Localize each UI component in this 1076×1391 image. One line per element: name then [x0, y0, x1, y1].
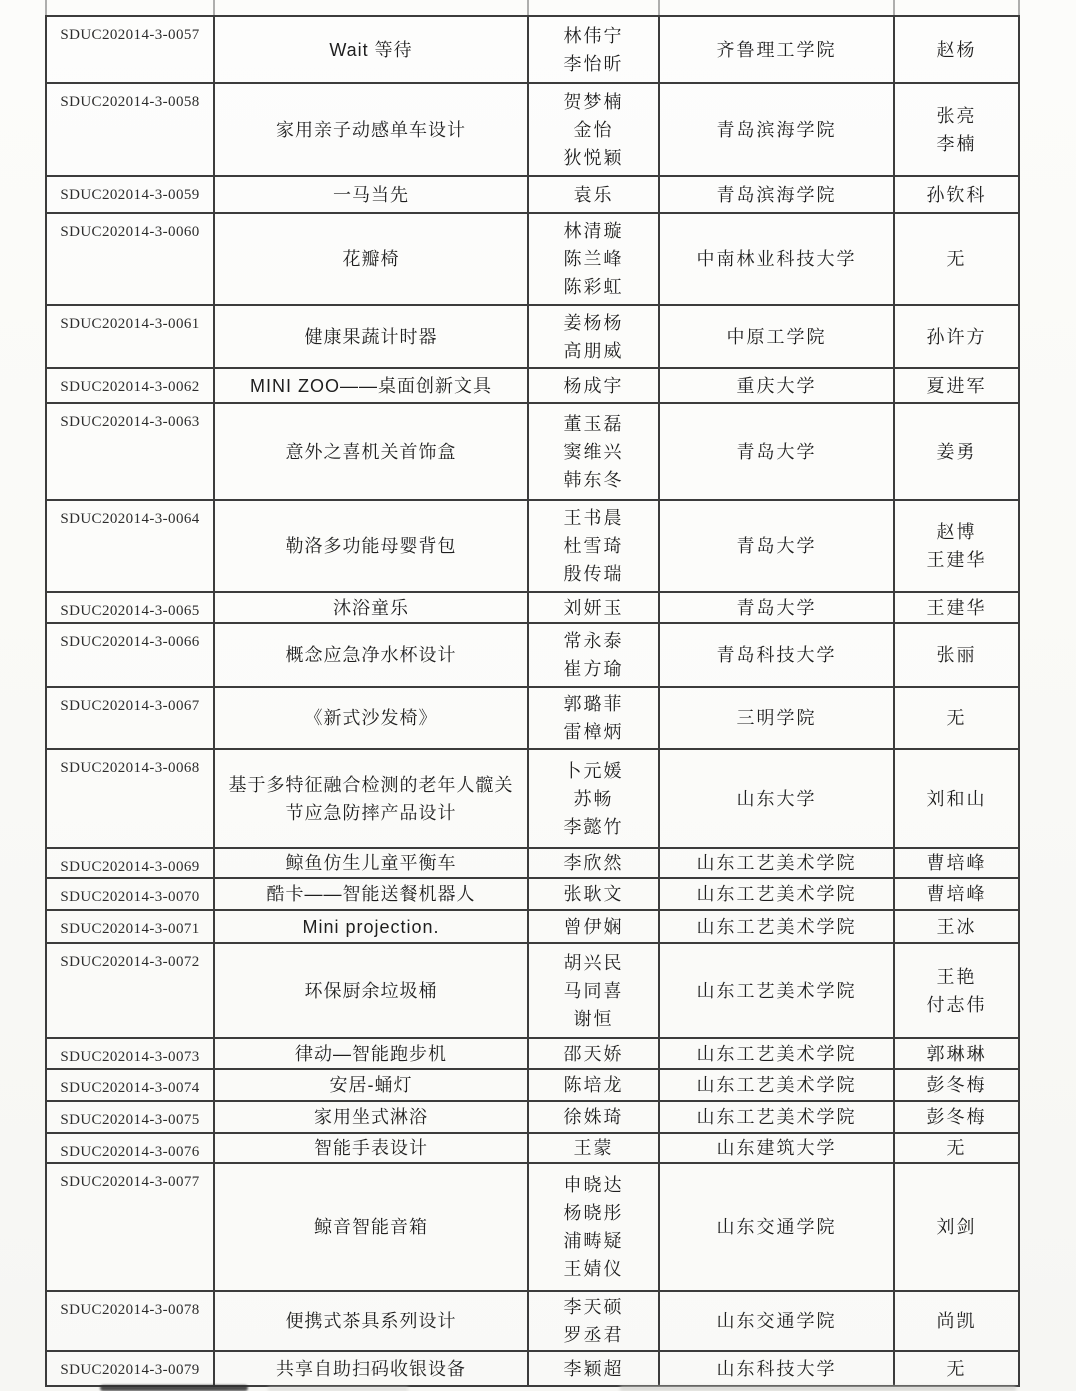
member-name: 王婧仪	[563, 1259, 624, 1279]
project-title: Mini projection.	[302, 916, 440, 937]
table-row	[47, 591, 1018, 622]
table-edge-stub	[658, 0, 660, 15]
project-title: 智能手表设计	[314, 1138, 428, 1158]
school-cell	[660, 1102, 895, 1132]
entry-id-cell	[47, 1352, 215, 1385]
school-name: 山东交通学院	[716, 1217, 837, 1237]
advisor-name: 无	[946, 708, 967, 728]
entry-id: SDUC202014-3-0073	[60, 1049, 200, 1065]
member-name: 袁乐	[573, 184, 614, 205]
advisor-name: 夏进军	[926, 375, 987, 396]
entry-id: SDUC202014-3-0072	[60, 954, 200, 970]
entry-id: SDUC202014-3-0077	[60, 1174, 200, 1190]
entry-id-cell	[47, 214, 215, 304]
entry-id-cell	[47, 1292, 215, 1350]
entry-id-cell	[47, 750, 215, 847]
table-row	[47, 1068, 1018, 1100]
advisor-name: 赵杨	[936, 39, 977, 60]
member-name: 刘妍玉	[563, 597, 624, 618]
member-name: 王书晨	[563, 508, 624, 528]
table-row	[47, 622, 1018, 686]
project-title-cell	[215, 750, 529, 847]
project-title: 环保厨余垃圾桶	[304, 980, 438, 1001]
entry-id-cell	[47, 879, 215, 909]
members-cell	[529, 306, 660, 367]
entry-id-cell	[47, 688, 215, 748]
advisor-name: 王建华	[926, 550, 987, 570]
entry-id-cell	[47, 849, 215, 877]
advisor-name: 张丽	[936, 645, 977, 665]
members-cell	[529, 879, 660, 909]
project-title: 家用亲子动感单车设计	[276, 119, 466, 140]
members-cell	[529, 1292, 660, 1350]
school-cell	[660, 17, 895, 82]
advisor-name: 曹培峰	[926, 884, 987, 904]
entry-id: SDUC202014-3-0071	[60, 921, 200, 937]
school-cell	[660, 688, 895, 748]
member-name: 卜元媛	[563, 760, 624, 781]
school-name: 山东工艺美术学院	[696, 1075, 857, 1095]
advisor-cell	[895, 17, 1018, 82]
entry-id: SDUC202014-3-0074	[60, 1080, 200, 1096]
advisor-cell	[895, 501, 1018, 591]
member-name: 狄悦颖	[563, 147, 624, 168]
member-name: 杨成宇	[563, 375, 624, 396]
school-name: 山东交通学院	[716, 1311, 837, 1331]
project-title-cell	[215, 1164, 529, 1290]
project-title: 一马当先	[333, 184, 409, 205]
table-row	[47, 304, 1018, 367]
advisor-cell	[895, 849, 1018, 877]
project-title: Wait 等待	[329, 39, 413, 60]
members-cell	[529, 593, 660, 622]
project-title-cell	[215, 849, 529, 877]
member-name: 崔方瑜	[563, 659, 624, 679]
school-name: 青岛滨海学院	[716, 119, 837, 140]
entry-id: SDUC202014-3-0070	[60, 889, 200, 905]
member-name: 张耿文	[563, 884, 624, 904]
school-cell	[660, 1292, 895, 1350]
table-row	[47, 1350, 1018, 1385]
advisor-cell	[895, 1039, 1018, 1068]
advisor-name: 无	[946, 1358, 967, 1379]
table-edge-stub	[1018, 0, 1020, 15]
advisor-name: 李楠	[936, 133, 977, 154]
cropped-next-row-smudge	[620, 1386, 1016, 1391]
members-cell	[529, 944, 660, 1037]
school-name: 山东工艺美术学院	[696, 884, 857, 904]
school-name: 青岛大学	[736, 536, 817, 556]
members-cell	[529, 84, 660, 175]
entry-id: SDUC202014-3-0065	[60, 603, 200, 619]
school-name: 山东工艺美术学院	[696, 853, 857, 873]
advisor-cell	[895, 1352, 1018, 1385]
school-cell	[660, 849, 895, 877]
project-title: 律动—智能跑步机	[295, 1043, 447, 1064]
entry-id: SDUC202014-3-0063	[60, 414, 200, 430]
project-title: 酷卡——智能送餐机器人	[266, 884, 476, 904]
entry-id-cell	[47, 501, 215, 591]
school-cell	[660, 750, 895, 847]
school-cell	[660, 879, 895, 909]
advisor-name: 孙钦科	[926, 184, 987, 205]
entry-id: SDUC202014-3-0066	[60, 634, 200, 650]
advisor-cell	[895, 688, 1018, 748]
entry-id: SDUC202014-3-0064	[60, 511, 200, 527]
advisor-cell	[895, 306, 1018, 367]
members-cell	[529, 404, 660, 499]
advisor-name: 张亮	[936, 105, 977, 126]
project-title-cell	[215, 944, 529, 1037]
entry-id: SDUC202014-3-0062	[60, 379, 200, 395]
advisor-name: 郭琳琳	[926, 1043, 987, 1064]
school-name: 三明学院	[736, 708, 817, 728]
school-cell	[660, 501, 895, 591]
member-name: 李懿竹	[563, 816, 624, 837]
table-row	[47, 847, 1018, 877]
member-name: 谢恒	[573, 1008, 614, 1029]
table-row	[47, 175, 1018, 212]
table-edge-stub	[213, 0, 215, 15]
table-row	[47, 877, 1018, 909]
entry-id-cell	[47, 404, 215, 499]
advisor-cell	[895, 944, 1018, 1037]
project-title: 勒洛多功能母婴背包	[285, 536, 457, 556]
project-title-cell	[215, 1134, 529, 1162]
table-row	[47, 1162, 1018, 1290]
school-name: 青岛滨海学院	[716, 184, 837, 205]
member-name: 雷樟炳	[563, 722, 624, 742]
school-cell	[660, 1039, 895, 1068]
project-title-cell	[215, 404, 529, 499]
table-row	[47, 942, 1018, 1037]
project-title: 安居-蛹灯	[329, 1075, 413, 1095]
project-title-cell	[215, 214, 529, 304]
member-name: 胡兴民	[563, 952, 624, 973]
entry-id: SDUC202014-3-0079	[60, 1362, 200, 1378]
school-name: 青岛大学	[736, 597, 817, 618]
project-title: 花瓣椅	[342, 249, 400, 269]
members-cell	[529, 369, 660, 402]
advisor-name: 刘和山	[926, 788, 987, 809]
member-name: 郭璐菲	[563, 694, 624, 714]
member-name: 林伟宁	[563, 25, 624, 46]
table-row	[47, 909, 1018, 942]
members-cell	[529, 1134, 660, 1162]
school-name: 山东工艺美术学院	[696, 980, 857, 1001]
advisor-cell	[895, 404, 1018, 499]
member-name: 申晓达	[563, 1175, 624, 1195]
members-cell	[529, 501, 660, 591]
project-title: 概念应急净水杯设计	[285, 645, 457, 665]
entry-id-cell	[47, 306, 215, 367]
entry-id: SDUC202014-3-0075	[60, 1112, 200, 1128]
project-title: 健康果蔬计时器	[304, 326, 438, 347]
members-cell	[529, 688, 660, 748]
member-name: 曾伊娴	[563, 916, 624, 937]
members-cell	[529, 1102, 660, 1132]
members-cell	[529, 1039, 660, 1068]
members-cell	[529, 17, 660, 82]
table-row	[47, 17, 1018, 82]
school-name: 山东建筑大学	[716, 1138, 837, 1158]
project-title-cell	[215, 1102, 529, 1132]
table-edge-stub	[527, 0, 529, 15]
advisor-cell	[895, 1134, 1018, 1162]
member-name: 杜雪琦	[563, 536, 624, 556]
advisor-name: 无	[946, 249, 967, 269]
entry-id-cell	[47, 1164, 215, 1290]
entry-id: SDUC202014-3-0069	[60, 859, 200, 875]
table-row	[47, 82, 1018, 175]
entry-id-cell	[47, 1070, 215, 1100]
school-cell	[660, 214, 895, 304]
entry-id: SDUC202014-3-0061	[60, 316, 200, 332]
project-title: 便携式茶具系列设计	[285, 1311, 457, 1331]
entry-id-cell	[47, 624, 215, 686]
entry-id: SDUC202014-3-0067	[60, 698, 200, 714]
table-row	[47, 748, 1018, 847]
advisor-name: 王冰	[936, 916, 977, 937]
entry-id-cell	[47, 84, 215, 175]
table-row	[47, 686, 1018, 748]
project-title-cell	[215, 911, 529, 942]
table-edge-stub	[893, 0, 895, 15]
project-title: 鲸鱼仿生儿童平衡车	[285, 853, 457, 873]
project-title-cell	[215, 84, 529, 175]
school-name: 齐鲁理工学院	[716, 39, 837, 60]
school-name: 青岛科技大学	[716, 645, 837, 665]
table-row	[47, 402, 1018, 499]
school-cell	[660, 1352, 895, 1385]
project-title-cell	[215, 1352, 529, 1385]
entry-id-cell	[47, 911, 215, 942]
project-title-cell	[215, 17, 529, 82]
school-name: 山东工艺美术学院	[696, 916, 857, 937]
member-name: 韩东冬	[563, 469, 624, 490]
member-name: 徐姝琦	[563, 1107, 624, 1127]
table-row	[47, 367, 1018, 402]
advisor-cell	[895, 593, 1018, 622]
member-name: 罗丞君	[563, 1325, 624, 1345]
member-name: 杨晓彤	[563, 1203, 624, 1223]
school-name: 青岛大学	[736, 441, 817, 462]
advisor-name: 王建华	[926, 597, 987, 618]
entry-id: SDUC202014-3-0068	[60, 760, 200, 776]
entry-id: SDUC202014-3-0057	[60, 27, 200, 43]
table-row	[47, 1290, 1018, 1350]
school-cell	[660, 1164, 895, 1290]
advisor-name: 曹培峰	[926, 853, 987, 873]
members-cell	[529, 911, 660, 942]
advisor-name: 彭冬梅	[926, 1107, 987, 1127]
school-name: 重庆大学	[736, 375, 817, 396]
member-name: 常永泰	[563, 631, 624, 651]
project-title-cell	[215, 593, 529, 622]
project-title-cell	[215, 369, 529, 402]
members-cell	[529, 214, 660, 304]
advisor-cell	[895, 1070, 1018, 1100]
entry-id-cell	[47, 1039, 215, 1068]
advisor-name: 彭冬梅	[926, 1075, 987, 1095]
advisor-cell	[895, 911, 1018, 942]
entry-id-cell	[47, 1134, 215, 1162]
project-title-cell	[215, 1292, 529, 1350]
member-name: 苏畅	[573, 788, 614, 809]
entry-id-cell	[47, 1102, 215, 1132]
member-name: 李欣然	[563, 853, 624, 873]
cropped-next-row-smudge	[268, 1387, 408, 1391]
entry-id: SDUC202014-3-0078	[60, 1302, 200, 1318]
advisor-name: 无	[946, 1138, 967, 1158]
member-name: 陈培龙	[563, 1075, 624, 1095]
advisor-name: 付志伟	[926, 994, 987, 1015]
project-title-cell	[215, 1039, 529, 1068]
entry-id-cell	[47, 593, 215, 622]
entry-id: SDUC202014-3-0059	[60, 187, 200, 203]
member-name: 王蒙	[573, 1138, 614, 1158]
members-cell	[529, 1070, 660, 1100]
members-cell	[529, 1352, 660, 1385]
school-cell	[660, 593, 895, 622]
project-title-cell	[215, 624, 529, 686]
table-row	[47, 1100, 1018, 1132]
project-title-cell	[215, 879, 529, 909]
members-cell	[529, 624, 660, 686]
table-edge-stub	[45, 0, 47, 15]
project-title: 《新式沙发椅》	[304, 708, 438, 728]
advisor-name: 刘剑	[936, 1217, 977, 1237]
project-title: 沐浴童乐	[333, 597, 409, 618]
school-cell	[660, 624, 895, 686]
entry-id: SDUC202014-3-0060	[60, 224, 200, 240]
table-row	[47, 1037, 1018, 1068]
member-name: 李怡昕	[563, 53, 624, 74]
member-name: 殷传瑞	[563, 564, 624, 584]
advisor-cell	[895, 84, 1018, 175]
project-title-cell	[215, 177, 529, 212]
project-title: 共享自助扫码收银设备	[276, 1358, 466, 1379]
members-cell	[529, 750, 660, 847]
advisor-cell	[895, 624, 1018, 686]
school-cell	[660, 306, 895, 367]
school-cell	[660, 944, 895, 1037]
school-cell	[660, 369, 895, 402]
advisor-cell	[895, 1292, 1018, 1350]
member-name: 窦维兴	[563, 441, 624, 462]
advisor-name: 王艳	[936, 966, 977, 987]
entry-id-cell	[47, 944, 215, 1037]
advisor-cell	[895, 1102, 1018, 1132]
advisor-cell	[895, 214, 1018, 304]
entry-id-cell	[47, 17, 215, 82]
advisor-name: 孙许方	[926, 326, 987, 347]
project-title: 鲸音智能音箱	[314, 1217, 428, 1237]
member-name: 马同喜	[563, 980, 624, 1001]
member-name: 高朋威	[563, 340, 624, 361]
advisor-name: 赵博	[936, 522, 977, 542]
school-name: 山东大学	[736, 788, 817, 809]
project-title: 基于多特征融合检测的老年人髋关节应急防摔产品设计	[228, 774, 514, 823]
table-row	[47, 1132, 1018, 1162]
award-table	[45, 15, 1020, 1387]
project-title-cell	[215, 688, 529, 748]
member-name: 姜杨杨	[563, 312, 624, 333]
project-title-cell	[215, 1070, 529, 1100]
members-cell	[529, 849, 660, 877]
school-cell	[660, 1070, 895, 1100]
project-title: 家用坐式淋浴	[314, 1107, 428, 1127]
school-name: 山东工艺美术学院	[696, 1107, 857, 1127]
school-cell	[660, 404, 895, 499]
advisor-cell	[895, 177, 1018, 212]
advisor-cell	[895, 879, 1018, 909]
school-name: 山东工艺美术学院	[696, 1043, 857, 1064]
member-name: 李颖超	[563, 1358, 624, 1379]
member-name: 邵天娇	[563, 1043, 624, 1064]
member-name: 贺梦楠	[563, 91, 624, 112]
school-name: 中南林业科技大学	[696, 249, 857, 269]
school-cell	[660, 177, 895, 212]
school-name: 中原工学院	[726, 326, 827, 347]
members-cell	[529, 1164, 660, 1290]
project-title: MINI ZOO——桌面创新文具	[250, 375, 492, 396]
project-title-cell	[215, 306, 529, 367]
advisor-cell	[895, 750, 1018, 847]
member-name: 李天硕	[563, 1297, 624, 1317]
member-name: 陈兰峰	[563, 249, 624, 269]
entry-id: SDUC202014-3-0058	[60, 94, 200, 110]
advisor-name: 姜勇	[936, 441, 977, 462]
project-title: 意外之喜机关首饰盒	[285, 441, 457, 462]
member-name: 陈彩虹	[563, 277, 624, 297]
member-name: 林清璇	[563, 221, 624, 241]
award-table-body	[47, 17, 1018, 1385]
school-name: 山东科技大学	[716, 1358, 837, 1379]
cropped-next-row-smudge	[100, 1385, 248, 1391]
member-name: 金怡	[573, 119, 614, 140]
advisor-name: 尚凯	[936, 1311, 977, 1331]
advisor-cell	[895, 369, 1018, 402]
members-cell	[529, 177, 660, 212]
entry-id-cell	[47, 177, 215, 212]
member-name: 浦畴疑	[563, 1231, 624, 1251]
member-name: 董玉磊	[563, 413, 624, 434]
entry-id-cell	[47, 369, 215, 402]
school-cell	[660, 911, 895, 942]
school-cell	[660, 84, 895, 175]
project-title-cell	[215, 501, 529, 591]
school-cell	[660, 1134, 895, 1162]
table-row	[47, 499, 1018, 591]
advisor-cell	[895, 1164, 1018, 1290]
table-row	[47, 212, 1018, 304]
entry-id: SDUC202014-3-0076	[60, 1144, 200, 1160]
